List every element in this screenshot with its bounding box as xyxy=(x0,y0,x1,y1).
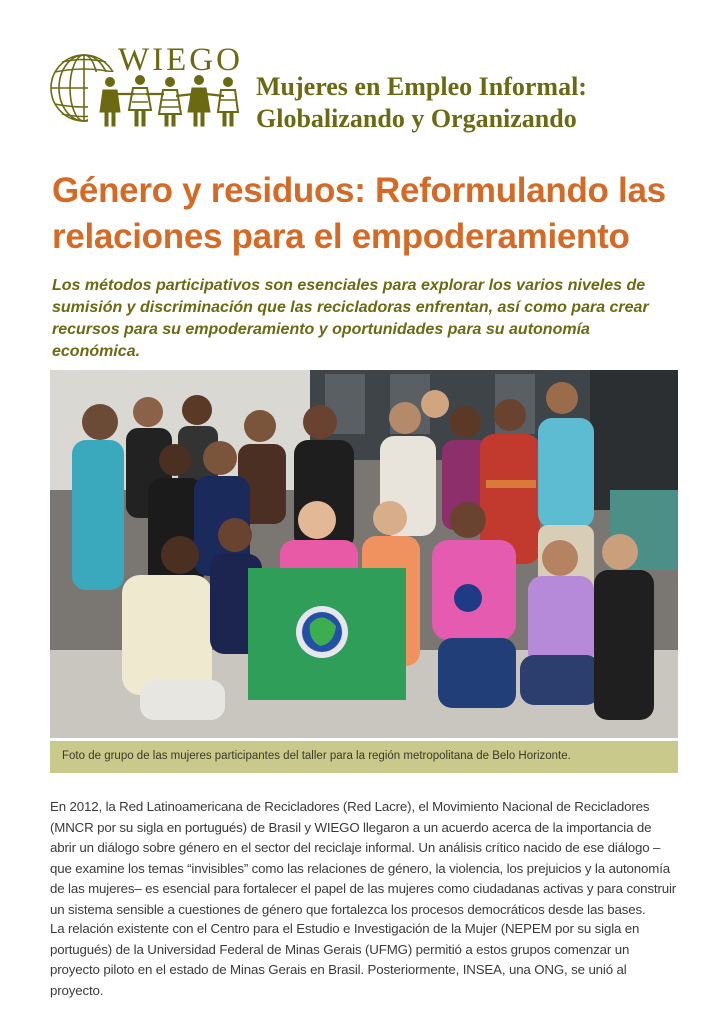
body-paragraph-1: En 2012, la Red Latinoamericana de Recicladores (Red Lacre), el Movimiento Nacional de Recicladores (MNCR por su sigla en portugués) de Brasil y WIEGO llegaron a un acuerdo acerca de la importancia de abrir un diálogo sobre género en el sector del reciclaje informal. Un análisis crítico nacido de ese diálogo –que examine los temas “invisibles” como las relaciones de género, la violencia, los prejuicios y la autonomía de las mujeres– es esencial para fortalecer el papel de las mujeres como ciudadanas activas y para construir un sistema sensible a cuestiones de género que fortalezca los procesos democráticos desde las bases. xyxy=(50,799,677,917)
lead-paragraph: Los métodos participativos son esenciales para explorar los varios niveles de sumisión y discriminación que las recicladoras enfrentan, así como para crear recursos para su empoderamiento y oportunidades para su autonomía económica. xyxy=(52,277,649,360)
wiego-logo xyxy=(48,42,248,132)
page-title-line-2: relaciones para el empoderamiento xyxy=(52,217,630,256)
org-tagline-line-1: Mujeres en Empleo Informal: xyxy=(256,72,587,101)
group-photo-illustration xyxy=(50,370,678,738)
logo-wordmark: WIEGO xyxy=(118,42,243,78)
org-tagline-line-2: Globalizando y Organizando xyxy=(256,104,577,133)
header xyxy=(48,42,678,134)
group-photo xyxy=(50,370,678,738)
mncr-banner xyxy=(248,568,406,700)
page-title xyxy=(52,168,672,260)
body-paragraph-2: La relación existente con el Centro para el Estudio e Investigación de la Mujer (NEPEM por su sigla en portugués) de la Universidad Federal de Minas Gerais (UFMG) permitió a estos grupos comenzar un proyecto piloto en el estado de Minas Gerais en Brasil. Posteriormente, INSEA, una ONG, se unió al proyecto. xyxy=(50,921,640,998)
photo-caption-text: Foto de grupo de las mujeres participantes del taller para la región metropolitana de Belo Horizonte. xyxy=(62,750,571,762)
photo-caption xyxy=(50,741,678,773)
page-title-line-1: Género y residuos: Reformulando las xyxy=(52,171,666,210)
